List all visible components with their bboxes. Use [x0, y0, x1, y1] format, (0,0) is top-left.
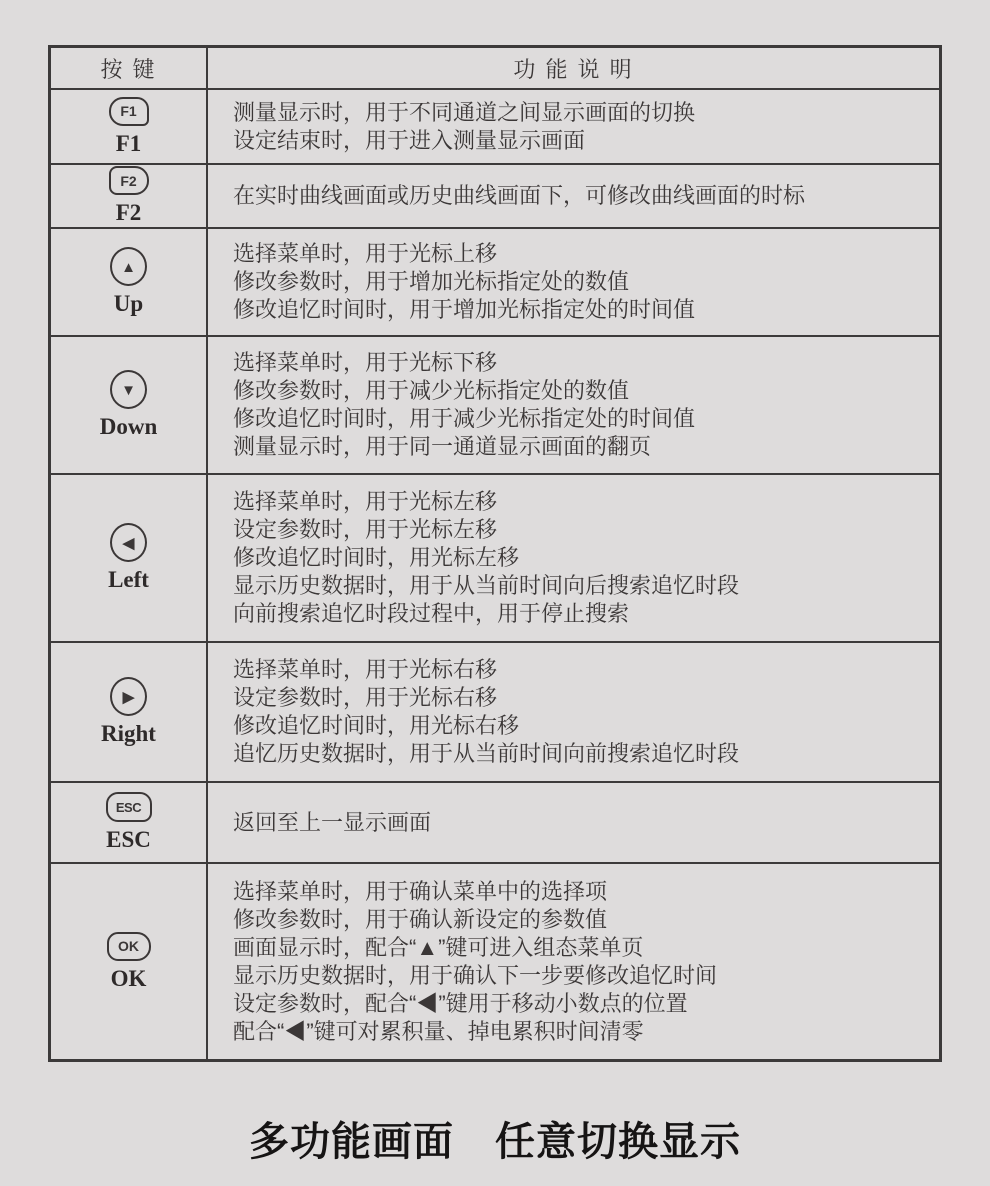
description-cell-left [208, 475, 939, 641]
description-cell-f2 [208, 165, 939, 227]
header-description-column-label: 功 能 说 明 [513, 56, 634, 82]
table-row-up [51, 227, 939, 335]
description-cell-up [208, 229, 939, 335]
desc-line: 选择菜单时，用于光标左移 [233, 489, 498, 514]
key-label-down: Down [99, 414, 158, 439]
table-row-f2 [51, 163, 939, 227]
desc-line: 在实时曲线画面或历史曲线画面下，可修改曲线画面的时标 [233, 183, 806, 208]
up-arrow-key-icon [110, 247, 147, 286]
ok-key-icon-text: OK [118, 938, 139, 954]
key-cell-f2 [51, 165, 208, 227]
desc-line: 设定结束时，用于进入测量显示画面 [233, 127, 586, 153]
f2-key-icon [109, 166, 149, 195]
desc-line: 配合“◀”键可对累积量、掉电累积时间清零 [233, 1018, 644, 1044]
desc-line: 修改追忆时间时，用光标右移 [233, 713, 520, 738]
right-arrow-glyph: ▶ [122, 689, 135, 706]
description-cell-right [208, 643, 939, 781]
ok-key-icon [107, 932, 151, 961]
desc-line: 设定参数时，用于光标右移 [233, 685, 498, 710]
key-cell-up [51, 229, 208, 335]
left-arrow-key-icon [110, 523, 147, 562]
f1-key-icon-text: F1 [120, 103, 137, 119]
left-arrow-glyph: ◀ [122, 535, 135, 552]
key-cell-f1 [51, 90, 208, 163]
key-cell-esc [51, 783, 208, 862]
table-row-f1 [51, 88, 939, 163]
down-arrow-key-icon [110, 370, 147, 409]
desc-line: 设定参数时，用于光标左移 [233, 517, 498, 542]
desc-line: 修改参数时，用于增加光标指定处的数值 [233, 269, 630, 294]
up-arrow-glyph: ▲ [121, 259, 136, 276]
desc-line: 追忆历史数据时，用于从当前时间向前搜索追忆时段 [233, 741, 740, 766]
desc-line: 显示历史数据时，用于确认下一步要修改追忆时间 [233, 962, 718, 988]
desc-line: 设定参数时，配合“◀”键用于移动小数点的位置 [233, 990, 688, 1016]
desc-line: 修改参数时，用于减少光标指定处的数值 [233, 378, 630, 403]
key-label-f2: F2 [115, 200, 142, 225]
desc-line: 返回至上一显示画面 [233, 809, 432, 835]
desc-line: 选择菜单时，用于确认菜单中的选择项 [233, 878, 608, 904]
description-cell-ok [208, 864, 939, 1059]
desc-line: 修改追忆时间时，用于减少光标指定处的时间值 [233, 406, 696, 431]
desc-line: 画面显示时，配合“▲”键可进入组态菜单页 [233, 934, 644, 960]
table-row-down [51, 335, 939, 473]
key-cell-left [51, 475, 208, 641]
f1-key-icon [109, 97, 149, 126]
key-label-ok: OK [110, 965, 147, 991]
desc-line: 显示历史数据时，用于从当前时间向后搜索追忆时段 [233, 573, 740, 598]
esc-key-icon [106, 792, 152, 822]
key-label-left: Left [108, 567, 149, 592]
esc-key-icon-text: ESC [115, 799, 142, 815]
key-function-table [48, 45, 942, 1062]
desc-line: 测量显示时，用于不同通道之间显示画面的切换 [233, 99, 696, 125]
f2-key-icon-text: F2 [120, 172, 137, 189]
key-label-f1: F1 [115, 130, 142, 156]
header-key-column-label: 按 键 [51, 48, 208, 88]
description-cell-f1 [208, 90, 939, 163]
section-title: 多功能画面 任意切换显示 [249, 1120, 741, 1164]
desc-line: 修改追忆时间时，用光标左移 [233, 545, 520, 570]
key-cell-down [51, 337, 208, 473]
key-cell-right [51, 643, 208, 781]
description-cell-esc [208, 783, 939, 862]
desc-line: 修改追忆时间时，用于增加光标指定处的时间值 [233, 297, 696, 322]
desc-line: 向前搜索追忆时段过程中，用于停止搜索 [233, 601, 630, 626]
key-label-up: Up [113, 291, 144, 316]
desc-line: 测量显示时，用于同一通道显示画面的翻页 [233, 434, 652, 459]
desc-line: 选择菜单时，用于光标下移 [233, 350, 498, 375]
table-row-ok [51, 862, 939, 1059]
table-row-right [51, 641, 939, 781]
right-arrow-key-icon [110, 677, 147, 716]
down-arrow-glyph: ▼ [121, 382, 136, 399]
desc-line: 选择菜单时，用于光标右移 [233, 657, 498, 682]
table-header-row [51, 48, 939, 88]
desc-line: 修改参数时，用于确认新设定的参数值 [233, 906, 608, 932]
desc-line: 选择菜单时，用于光标上移 [233, 241, 498, 266]
table-row-left [51, 473, 939, 641]
key-label-esc: ESC [106, 827, 151, 852]
table-row-esc [51, 781, 939, 862]
key-cell-ok [51, 864, 208, 1059]
key-label-right: Right [101, 721, 156, 746]
description-cell-down [208, 337, 939, 473]
